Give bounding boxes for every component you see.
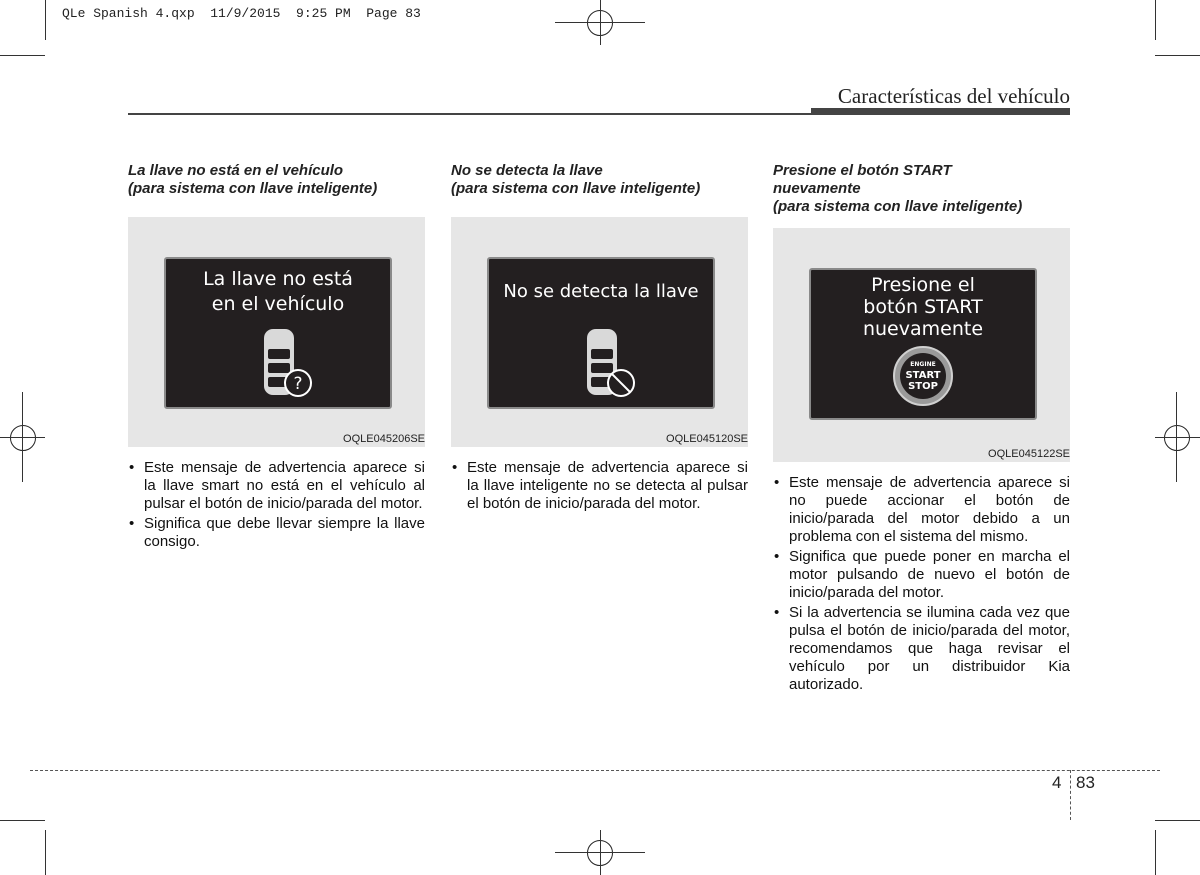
registration-mark-icon [10, 425, 36, 451]
button-label: STOP [908, 381, 938, 392]
crop-mark [0, 55, 45, 56]
page-number: 83 [1076, 773, 1095, 792]
list-item: • Este mensaje de advertencia aparece si no puede accionar el botón de inicio/parada del motor debido a un problema con el sistema del mismo. [773, 474, 1070, 546]
cluster-display [487, 257, 715, 409]
bullet-list [773, 474, 1070, 694]
header-rule-accent [811, 108, 1070, 115]
engine-start-stop-button-icon [893, 346, 953, 406]
crop-mark [555, 22, 645, 23]
button-label: START [905, 370, 941, 381]
crop-mark [45, 830, 46, 875]
warning-figure [128, 217, 425, 447]
crop-mark [1155, 55, 1200, 56]
crop-mark [45, 0, 46, 40]
column-title: La llave no está en el vehículo (para sistema con llave inteligente) [128, 162, 378, 197]
list-item: • Significa que debe llevar siempre la llave consigo. [128, 515, 425, 551]
column-key-not-in-vehicle [128, 162, 425, 553]
crop-mark [0, 437, 45, 438]
list-item: • Si la advertencia se ilumina cada vez que pulsa el botón de inicio/parada del motor, recomendamos que haga revisar el vehículo por un distribuidor Kia autorizado. [773, 604, 1070, 694]
figure-code: OQLE045120SE [666, 433, 748, 445]
bullet-list [451, 459, 748, 513]
column-title: Presione el botón START nuevamente (para sistema con llave inteligente) [773, 162, 1023, 215]
crop-mark [1155, 820, 1200, 821]
column-title: No se detecta la llave (para sistema con llave inteligente) [451, 162, 701, 197]
list-item: • Significa que puede poner en marcha el motor pulsando de nuevo el botón de inicio/parada del motor. [773, 548, 1070, 602]
figure-code: OQLE045206SE [343, 433, 425, 445]
column-key-not-detected [451, 162, 748, 515]
registration-mark-icon [1164, 425, 1190, 451]
crop-mark [1155, 830, 1156, 875]
cluster-display [164, 257, 392, 409]
section-title: Características del vehículo [837, 84, 1070, 108]
chapter-number: 4 [1052, 773, 1062, 792]
list-item: • Este mensaje de advertencia aparece si la llave inteligente no se detecta al pulsar el botón de inicio/parada del motor. [451, 459, 748, 513]
warning-figure [451, 217, 748, 447]
crop-mark [555, 852, 645, 853]
bullet-list [128, 459, 425, 551]
svg-text:?: ? [293, 374, 303, 394]
list-item: • Este mensaje de advertencia aparece si la llave smart no está en el vehículo al pulsar el botón de inicio/parada del motor. [128, 459, 425, 513]
figure-code: OQLE045122SE [988, 448, 1070, 460]
footer-divider [1070, 770, 1071, 820]
column-press-start-again [773, 162, 1070, 696]
display-message: La llave no está en el vehículo [203, 268, 353, 315]
smart-key-prohibited-icon [581, 327, 641, 403]
crop-mark [1155, 437, 1200, 438]
smart-key-question-icon [258, 327, 318, 403]
start-stop-face [900, 353, 946, 399]
crop-mark [0, 820, 45, 821]
display-message: No se detecta la llave [503, 281, 699, 302]
crop-mark [1155, 0, 1156, 40]
cluster-display [809, 268, 1037, 420]
print-slug: QLe Spanish 4.qxp 11/9/2015 9:25 PM Page 83 [62, 6, 421, 21]
footer-rule [30, 770, 1160, 771]
button-label: ENGINE [910, 361, 936, 368]
display-message: Presione el botón START nuevamente [862, 274, 984, 340]
warning-figure [773, 228, 1070, 462]
